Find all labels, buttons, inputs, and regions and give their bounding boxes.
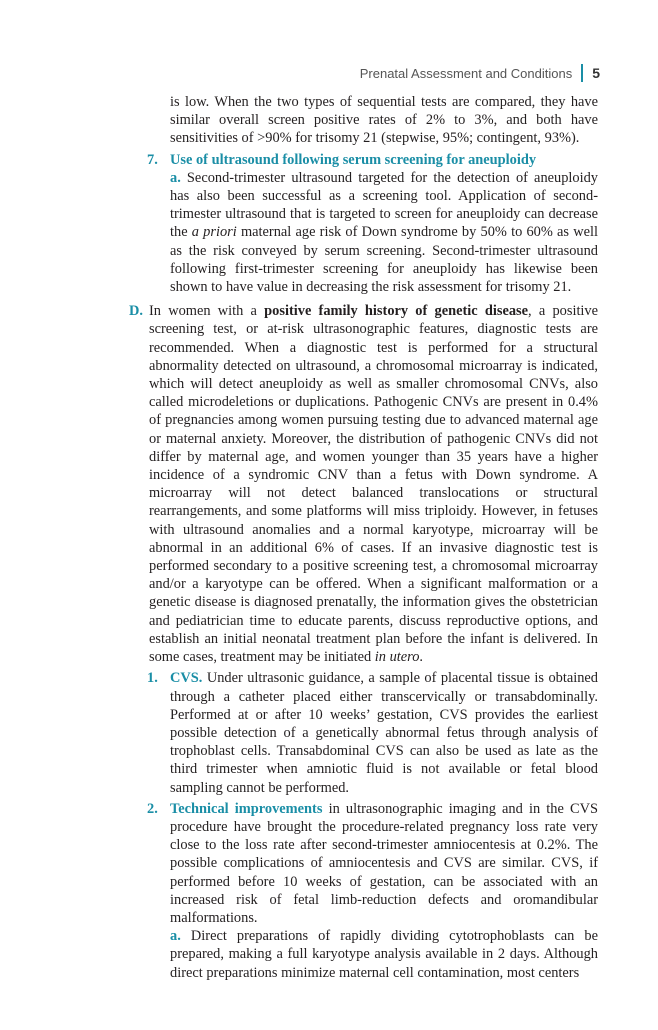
item-1-paragraph xyxy=(170,669,598,796)
item-7-content xyxy=(170,151,598,297)
section-D-lead: In women with a xyxy=(149,303,265,320)
item-7-heading: Use of ultrasound following serum screening for aneuploidy xyxy=(170,151,537,168)
section-letter: D. xyxy=(129,303,143,320)
section-D-period: . xyxy=(419,649,424,666)
item-2-paragraph xyxy=(170,800,598,927)
section-D-body: , a positive screening test, or at-risk ultrasonographic features, diagnostic tests are recommended. When a diagnostic test is performed for a structural abnormality detected on ultrasound, a chromosomal microarray is indicated, which will detect aneuploidy as well as smaller chromosomal CNVs, also called microdeletions or duplications. Pathogenic CNVs are present in 0.4% of pregnancies among women pursuing testing due to advanced maternal age or maternal anxiety. Moreover, the distribution of pathogenic CNVs did not differ by maternal age, and women younger than 35 years have a higher incidence of a syndromic CNV than a fetus with Down syndrome. A microarray will not detect balanced translocations or structural rearrangements, and some platforms will miss triploidy. However, in fetuses with ultrasound anomalies and a normal karyotype, microarray will be abnormal in an additional 6% of cases. If an invasive diagnostic test is performed secondary to a positive screening test, a chromosomal microarray and/or a karyotype can be offered. When a significant malformation or a genetic disease is diagnosed prenatally, the information gives the obstetrician and pediatrician time to educate parents, discuss reproductive options, and establish an initial neonatal treatment plan before the infant is delivered. In some cases, treatment may be initiated xyxy=(149,303,599,666)
section-D-bold-phrase: positive family history of genetic disease xyxy=(264,303,529,320)
page-number: 5 xyxy=(592,65,600,81)
item-7-text-a: Second-trimester ultrasound targeted for the detection of aneuploidy has also been successful as a screening tool. Application of second-trimester ultrasound that is targeted to screen for aneuploidy can decrease the xyxy=(170,169,598,241)
item-2-text: in ultrasonographic imaging and in the CVS procedure have brought the procedure-related pregnancy loss rate very close to the loss rate after second-trimester amniocentesis at 0.2%. The possible complications of amniocentesis and CVS are similar. CVS, if performed before 10 weeks of gestation, can be associated with an increased risk of fetal limb-reduction defects and oromandibular malformations. xyxy=(170,800,598,926)
continued-paragraph: is low. When the two types of sequential tests are compared, they have similar overall screen positive rates of 2% to 3%, and both have sensitivities of >90% for trisomy 21 (stepwise, 95%; contingent, 93%). xyxy=(170,94,598,147)
item-number: 1. xyxy=(147,670,158,687)
item-number: 2. xyxy=(147,800,158,817)
list-item-2 xyxy=(129,800,598,982)
sub-item-label: a. xyxy=(170,928,181,945)
list-item-1 xyxy=(129,669,598,796)
running-header xyxy=(360,64,600,82)
section-D-paragraph xyxy=(149,302,598,666)
item-2-sub-a-text: Direct preparations of rapidly dividing cytotrophoblasts can be prepared, making a full karyotype analysis available in 2 days. Although direct preparations minimize maternal cell contamination, most centers xyxy=(170,928,598,981)
section-D xyxy=(129,302,598,666)
list-item-7 xyxy=(129,151,598,297)
sub-item-label: a. xyxy=(170,169,181,186)
item-1-text: Under ultrasonic guidance, a sample of placental tissue is obtained through a catheter placed either transcervically or transabdominally. Performed at or after 10 weeks’ gestation, CVS provides the earliest possible detection of a genetically abnormal fetus through analysis of trophoblast cells. Transabdominal CVS can also be used as late as the third trimester when amniotic fluid is not available or fetal blood sampling cannot be performed. xyxy=(170,670,598,796)
italic-term: a priori xyxy=(191,224,237,241)
item-7-text-b: maternal age risk of Down syndrome by 50% to 60% as well as the risk conveyed by serum screening. Second-trimester ultrasound following first-trimester screening for aneuploidy has likewise been shown to have value in decreasing the risk assessment for trisomy 21. xyxy=(170,224,598,296)
running-title: Prenatal Assessment and Conditions xyxy=(359,65,573,81)
item-2-sub-a xyxy=(170,927,598,982)
header-divider xyxy=(581,64,583,82)
item-2-heading: Technical improvements xyxy=(170,800,323,817)
item-1-heading: CVS. xyxy=(170,670,203,687)
item-number: 7. xyxy=(147,151,158,168)
page-body xyxy=(129,93,598,982)
section-D-italic: in utero xyxy=(374,649,420,666)
